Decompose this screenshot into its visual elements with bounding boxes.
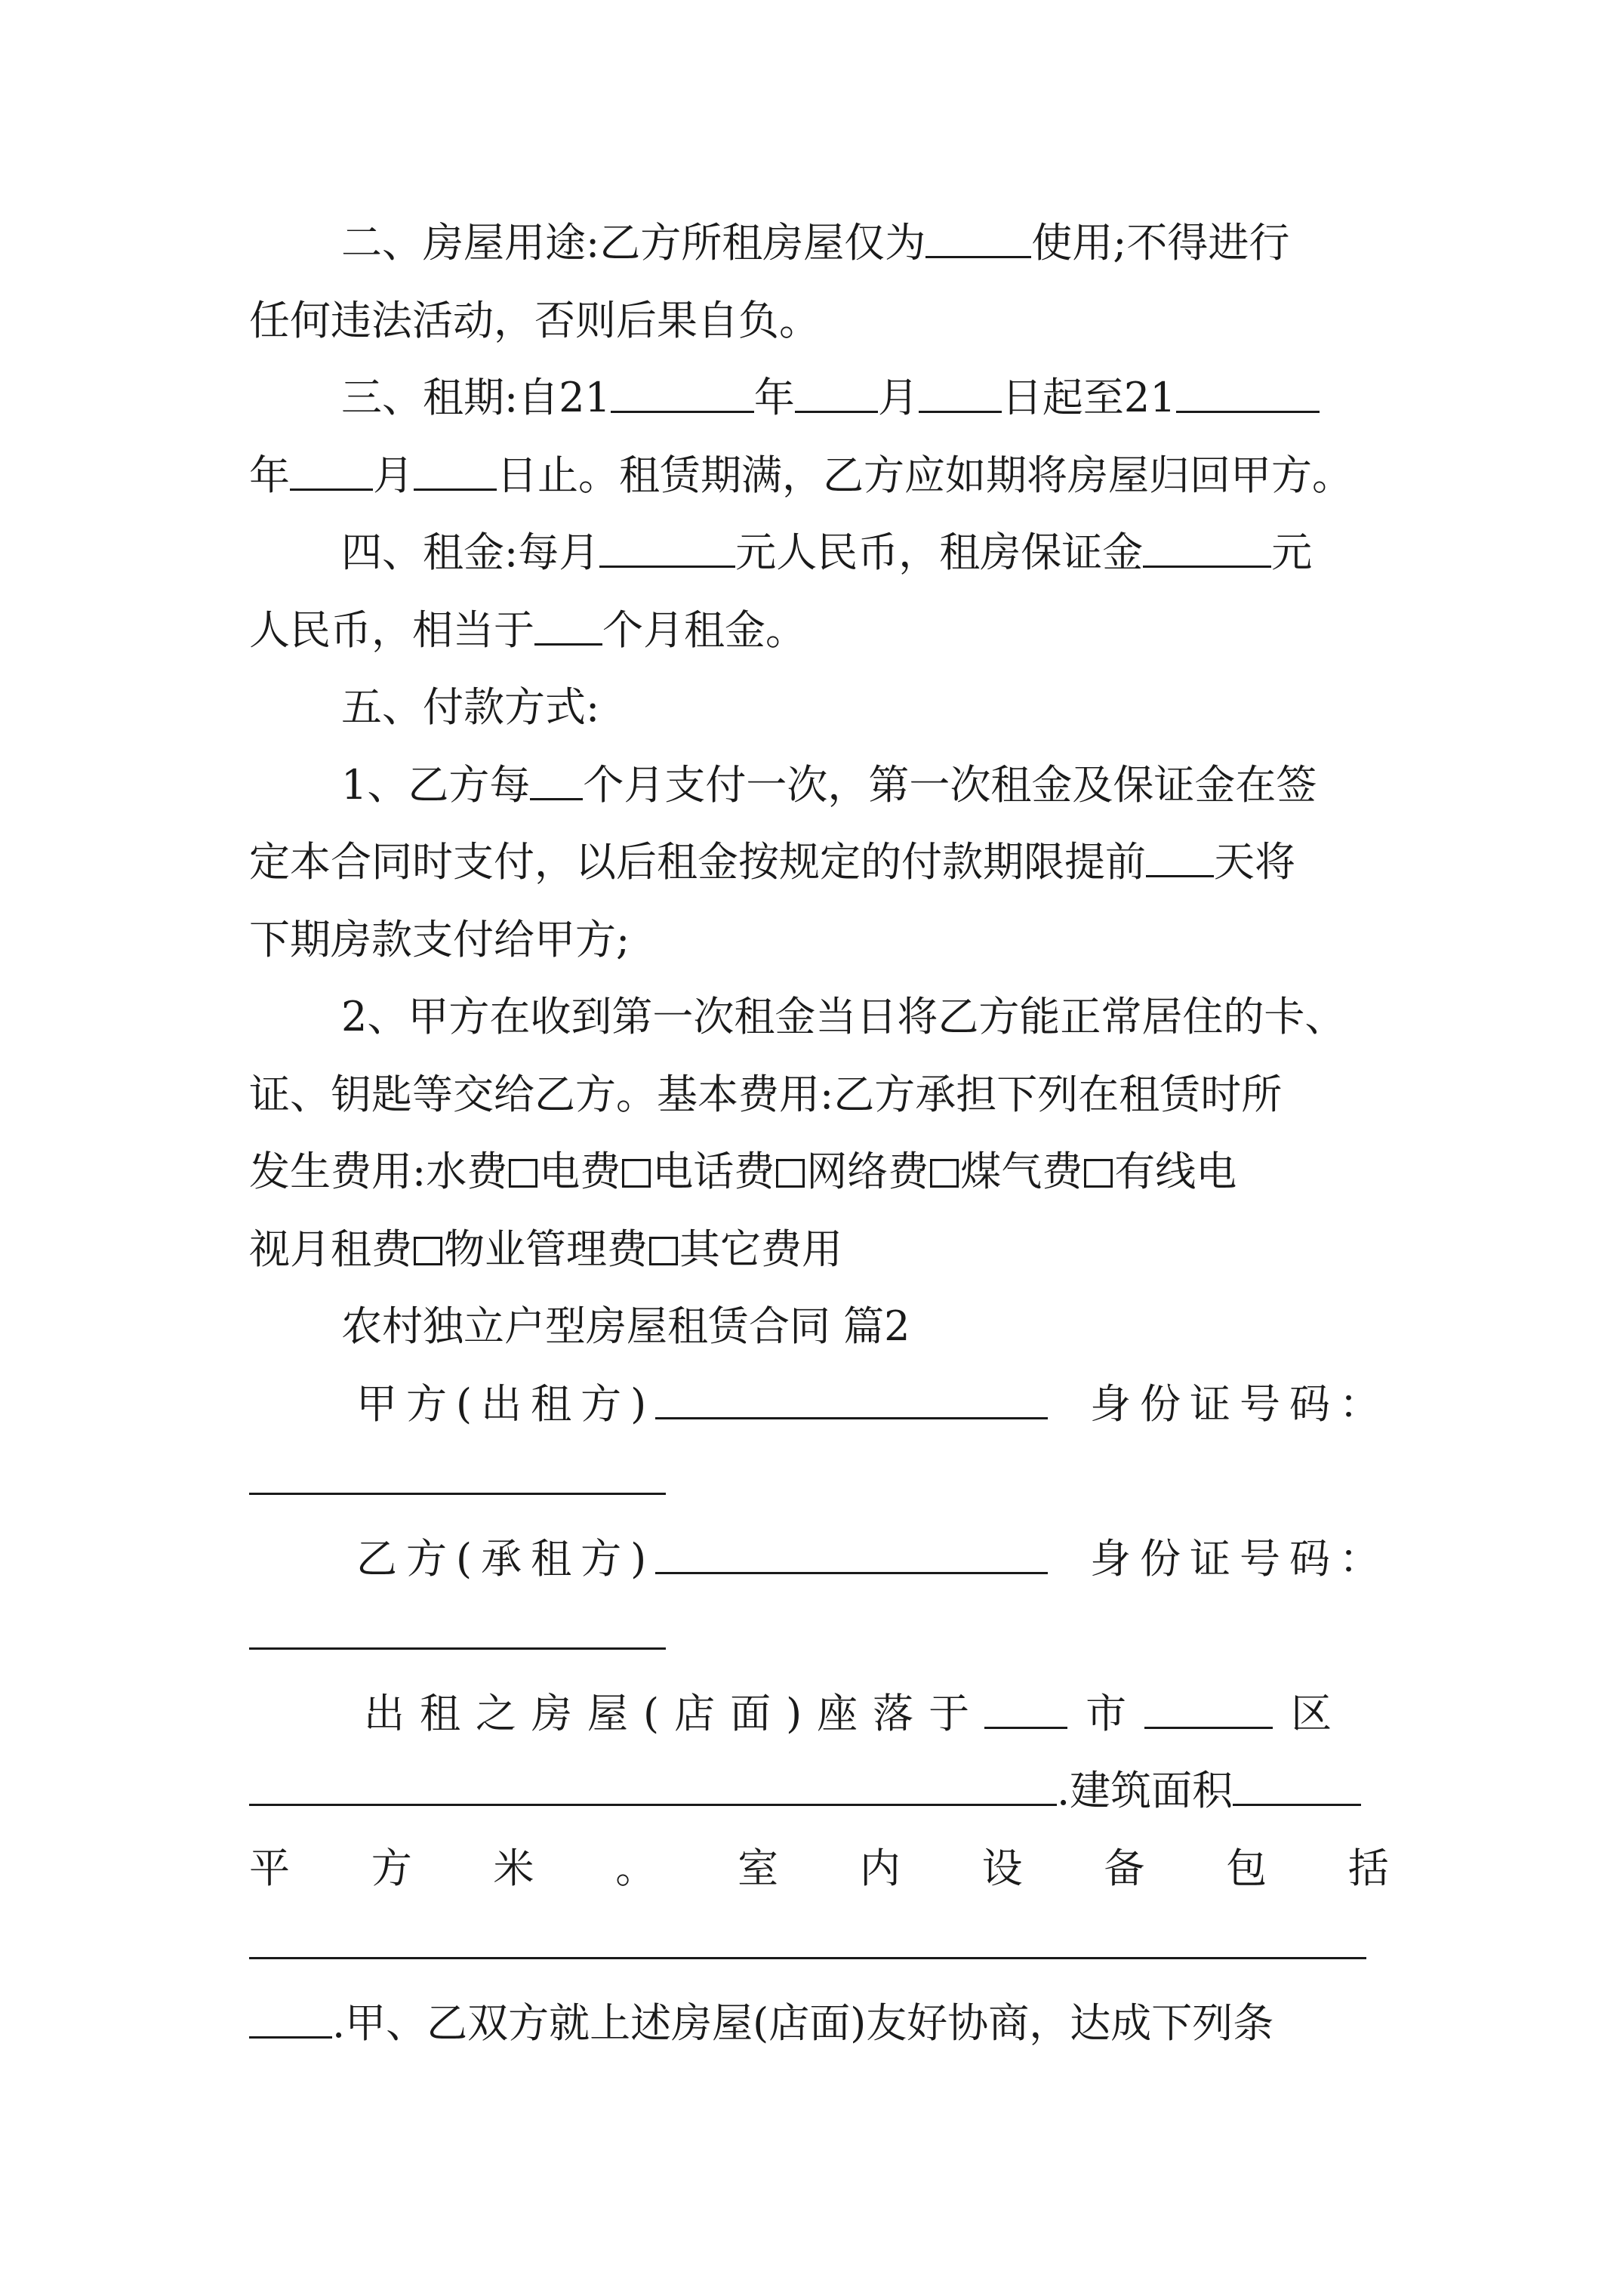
blank-district	[1144, 1692, 1273, 1729]
checkbox-other-fee[interactable]	[649, 1237, 678, 1265]
blank-monthly-rent	[599, 531, 735, 568]
section-4-line-2: 人民币，相当于 个月租金。	[249, 606, 806, 654]
section-4-line-1: 四、租金:每月 元人民币，租房保证金 元	[341, 529, 1313, 576]
checkbox-internet[interactable]	[776, 1159, 805, 1188]
blank-end-month	[290, 454, 373, 491]
section-2-line-1: 二、房屋用途:乙方所租房屋仅为 使用;不得进行	[341, 219, 1290, 267]
blank-party-a-id	[249, 1493, 666, 1495]
blank-usage	[925, 221, 1031, 258]
payment-clause-1-line-3: 下期房款支付给甲方;	[249, 916, 630, 963]
checkbox-gas[interactable]	[930, 1159, 959, 1188]
blank-start-year	[611, 376, 754, 413]
blank-party-b-id	[249, 1647, 666, 1650]
location-line-2: .建筑面积	[249, 1764, 1389, 1817]
blank-pay-months	[530, 763, 583, 800]
party-b-line: 乙方(承租方) 身份证号码：	[356, 1535, 1389, 1583]
blank-start-day	[919, 376, 1002, 413]
blank-address	[249, 1769, 1057, 1806]
payment-clause-1-line-2: 定本合同时支付，以后租金按规定的付款期限提前 天将	[249, 838, 1295, 886]
location-line-3: 平 方 米 。 室 内 设 备 包 括	[249, 1845, 1389, 1892]
contract-2-heading: 农村独立户型房屋租赁合同 篇2	[341, 1302, 910, 1350]
payment-clause-2-line-1: 2、甲方在收到第一次租金当日将乙方能正常居住的卡、	[341, 993, 1346, 1040]
location-line-1: 出租之房屋(店面)座落于 市 区	[364, 1690, 1332, 1737]
section-2-line-2: 任何违法活动，否则后果自负。	[249, 297, 820, 344]
blank-city	[984, 1692, 1067, 1729]
section-5-title: 五、付款方式:	[341, 683, 600, 731]
blank-deposit-months	[534, 609, 602, 646]
payment-clause-1-line-1: 1、乙方每 个月支付一次，第一次租金及保证金在签	[341, 761, 1317, 809]
blank-party-a-name	[655, 1382, 1048, 1419]
payment-clause-2-line-2: 证、钥匙等交给乙方。基本费用:乙方承担下列在租赁时所	[249, 1071, 1283, 1118]
checkbox-electricity[interactable]	[509, 1159, 537, 1188]
blank-equipment-end	[249, 2002, 332, 2039]
blank-advance-days	[1146, 840, 1214, 877]
blank-end-year	[1176, 376, 1320, 413]
party-a-line: 甲方(出租方) 身份证号码：	[356, 1380, 1389, 1428]
blank-start-month	[795, 376, 878, 413]
payment-clause-2-line-3: 发生费用:水费 电费 电话费 网络费 煤气费 有线电	[249, 1148, 1237, 1195]
section-3-line-1: 三、租期:自21 年 月 日起至21	[341, 371, 1389, 424]
payment-clause-2-line-4: 视月租费 物业管理费 其它费用	[249, 1225, 842, 1273]
blank-party-b-name	[655, 1537, 1048, 1574]
blank-equipment	[249, 1957, 1366, 1959]
blank-floor-area	[1233, 1769, 1361, 1806]
section-3-line-2: 年 月 日止。租赁期满，乙方应如期将房屋归回甲方。	[249, 451, 1353, 499]
blank-end-day	[414, 454, 497, 491]
checkbox-phone[interactable]	[622, 1159, 651, 1188]
blank-deposit	[1143, 531, 1271, 568]
checkbox-cable-tv[interactable]	[1084, 1159, 1113, 1188]
location-line-4: .甲、乙双方就上述房屋(店面)友好协商，达成下列条	[249, 1997, 1389, 2050]
checkbox-property-fee[interactable]	[414, 1237, 442, 1265]
